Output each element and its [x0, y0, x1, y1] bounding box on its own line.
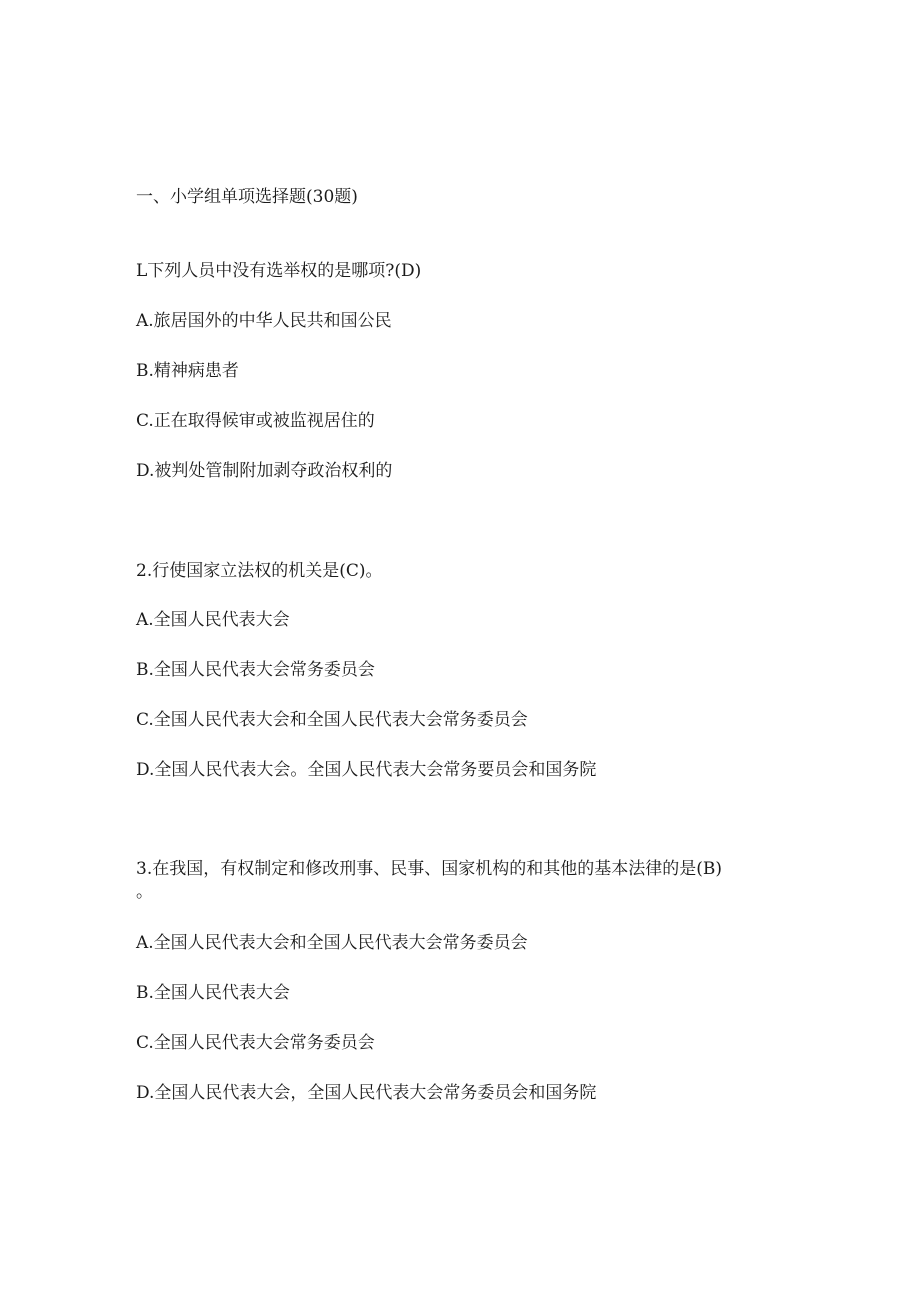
- question-3-option-d: D.全国人民代表大会，全国人民代表大会常务委员会和国务院: [136, 1083, 597, 1103]
- question-1-option-b: B.精神病患者: [136, 361, 239, 381]
- question-3-stem: 3.在我国，有权制定和修改刑事、民事、国家机构的和其他的基本法律的是(B): [136, 859, 722, 879]
- question-1-option-c: C.正在取得候审或被监视居住的: [136, 411, 375, 431]
- question-2-stem: 2.行使国家立法权的机关是(C)。: [136, 561, 383, 581]
- question-2-option-b: B.全国人民代表大会常务委员会: [136, 660, 375, 680]
- question-3-option-a: A.全国人民代表大会和全国人民代表大会常务委员会: [136, 933, 528, 953]
- question-2-option-a: A.全国人民代表大会: [136, 610, 290, 630]
- question-1-stem: L下列人员中没有选举权的是哪项?(D): [136, 261, 422, 281]
- section-title: 一、小学组单项选择题(30题): [136, 187, 358, 207]
- question-2-option-c: C.全国人民代表大会和全国人民代表大会常务委员会: [136, 710, 528, 730]
- question-1-option-a: A.旅居国外的中华人民共和国公民: [136, 311, 392, 331]
- question-3-stem-continuation: 。: [136, 882, 153, 902]
- question-3-option-b: B.全国人民代表大会: [136, 983, 290, 1003]
- question-3-option-c: C.全国人民代表大会常务委员会: [136, 1033, 375, 1053]
- question-1-option-d: D.被判处管制附加剥夺政治权利的: [136, 461, 393, 481]
- question-2-option-d: D.全国人民代表大会。全国人民代表大会常务要员会和国务院: [136, 760, 597, 780]
